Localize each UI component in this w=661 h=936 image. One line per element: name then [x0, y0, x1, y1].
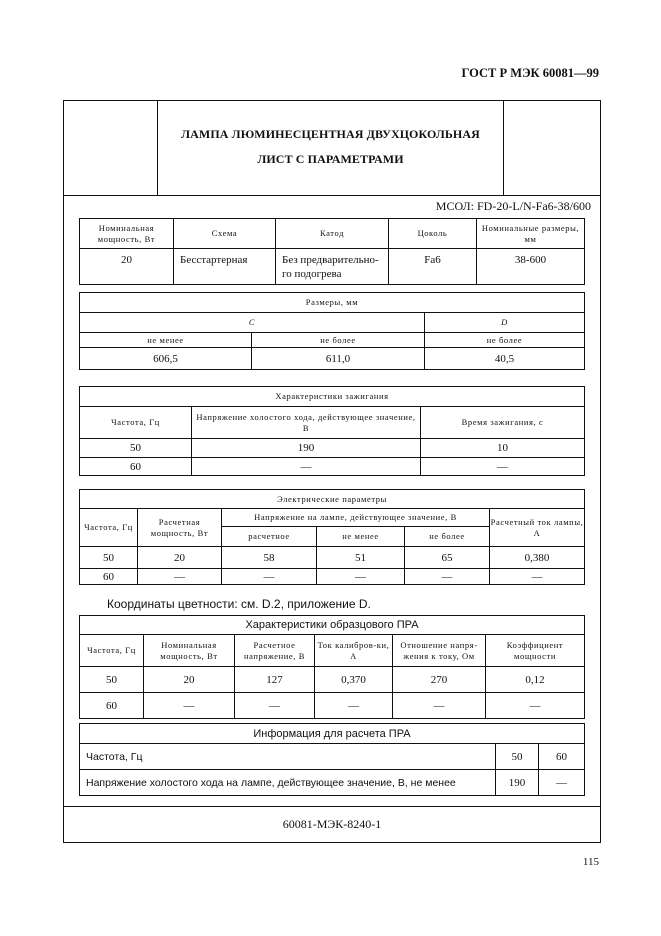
info-r2-v50: 190	[496, 770, 539, 796]
ballast-header-5: Коэффициент мощности	[486, 635, 585, 667]
el-header-voltage: Напряжение на лампе, действующее значение, В	[222, 509, 490, 527]
col-header-scheme: Схема	[174, 219, 276, 249]
info-r2-label: Напряжение холостого хода на лампе, действующее значение, В, не менее	[80, 770, 496, 796]
ballast-r1-c2: 127	[235, 667, 315, 693]
chromaticity-note: Координаты цветности: см. D.2, приложение D.	[107, 597, 371, 611]
ballast-r2-c2: —	[235, 693, 315, 719]
info-title: Информация для расчета ПРА	[80, 724, 585, 744]
dim-c-min: 606,5	[80, 348, 252, 370]
el-r2-c3: —	[317, 569, 405, 585]
cell-scheme: Бесстартерная	[174, 249, 276, 285]
col-header-cathode: Катод	[276, 219, 389, 249]
ign-header-time: Время зажигания, с	[421, 407, 585, 439]
el-sub-rated: расчетное	[222, 527, 317, 547]
title-right-rule	[503, 100, 504, 196]
ballast-r1-c3: 0,370	[315, 667, 393, 693]
ignition-title: Характеристики зажигания	[80, 387, 585, 407]
info-r1-v60: 60	[539, 744, 585, 770]
col-header-power: Номинальная мощность, Вт	[80, 219, 174, 249]
ballast-r2-c5: —	[486, 693, 585, 719]
reference-ballast-table	[79, 615, 585, 719]
ballast-header-3: Ток калибров-ки, А	[315, 635, 393, 667]
el-r2-c2: —	[222, 569, 317, 585]
page-number: 115	[582, 856, 599, 868]
standard-header: ГОСТ Р МЭК 60081—99	[461, 66, 599, 80]
info-r1-v50: 50	[496, 744, 539, 770]
cell-power: 20	[80, 249, 174, 285]
info-r2-v60: —	[539, 770, 585, 796]
electrical-title: Электрические параметры	[80, 490, 585, 509]
el-r2-c1: —	[138, 569, 222, 585]
ballast-title: Характеристики образцового ПРА	[80, 616, 585, 635]
title-left-rule	[157, 100, 158, 196]
el-r2-c0: 60	[80, 569, 138, 585]
cell-cathode: Без предварительно-го подогрева	[276, 249, 389, 285]
el-r1-c2: 58	[222, 547, 317, 569]
ign-header-voltage: Напряжение холостого хода, действующее значение, В	[192, 407, 421, 439]
ballast-design-info-table	[79, 723, 585, 796]
ballast-r1-c0: 50	[80, 667, 144, 693]
sheet-subtitle: ЛИСТ С ПАРАМЕТРАМИ	[257, 152, 404, 166]
lamp-summary-table	[79, 218, 585, 285]
ballast-header-4: Отношение напря-жения к току, Ом	[393, 635, 486, 667]
col-header-base: Цоколь	[389, 219, 477, 249]
el-sub-max: не более	[405, 527, 490, 547]
cell-base: Fa6	[389, 249, 477, 285]
el-r1-c4: 65	[405, 547, 490, 569]
el-r1-c5: 0,380	[490, 547, 585, 569]
footer-top-rule	[63, 806, 601, 807]
ign-r1-freq: 50	[80, 439, 192, 458]
ballast-header-2: Расчетное напряжение, В	[235, 635, 315, 667]
dim-c-max: 611,0	[252, 348, 425, 370]
dim-c-header: C	[80, 313, 425, 333]
el-r1-c3: 51	[317, 547, 405, 569]
col-header-sizes: Номинальные размеры, мм	[477, 219, 585, 249]
ign-r1-voltage: 190	[192, 439, 421, 458]
el-header-power: Расчетная мощность, Вт	[138, 509, 222, 547]
dimensions-title: Размеры, мм	[80, 293, 585, 313]
el-header-freq: Частота, Гц	[80, 509, 138, 547]
ballast-header-0: Частота, Гц	[80, 635, 144, 667]
ign-r2-time: —	[421, 458, 585, 476]
el-r1-c0: 50	[80, 547, 138, 569]
ballast-r1-c1: 20	[144, 667, 235, 693]
lamp-code: МСОЛ: FD-20-L/N-Fa6-38/600	[435, 199, 591, 213]
ign-r1-time: 10	[421, 439, 585, 458]
ballast-r2-c1: —	[144, 693, 235, 719]
ballast-r2-c4: —	[393, 693, 486, 719]
ignition-table	[79, 386, 585, 476]
dim-sub-min: не менее	[80, 333, 252, 348]
ballast-r2-c3: —	[315, 693, 393, 719]
dim-sub-max: не более	[252, 333, 425, 348]
ign-header-freq: Частота, Гц	[80, 407, 192, 439]
dim-d-header: D	[425, 313, 585, 333]
info-r1-label: Частота, Гц	[80, 744, 496, 770]
el-r2-c4: —	[405, 569, 490, 585]
el-r1-c1: 20	[138, 547, 222, 569]
cell-sizes: 38-600	[477, 249, 585, 285]
el-sub-min: не менее	[317, 527, 405, 547]
ballast-r1-c4: 270	[393, 667, 486, 693]
dim-d-max: 40,5	[425, 348, 585, 370]
el-r2-c5: —	[490, 569, 585, 585]
ballast-header-1: Номинальная мощность, Вт	[144, 635, 235, 667]
dim-sub-max-d: не более	[425, 333, 585, 348]
sheet-title: ЛАМПА ЛЮМИНЕСЦЕНТНАЯ ДВУХЦОКОЛЬНАЯ	[181, 127, 480, 141]
el-header-current: Расчетный ток лампы, А	[490, 509, 585, 547]
ign-r2-freq: 60	[80, 458, 192, 476]
ballast-r2-c0: 60	[80, 693, 144, 719]
sheet-code: 60081-МЭК-8240-1	[282, 817, 382, 831]
ign-r2-voltage: —	[192, 458, 421, 476]
title-bottom-rule	[63, 195, 601, 196]
dimensions-table	[79, 292, 585, 370]
electrical-table	[79, 489, 585, 585]
ballast-r1-c5: 0,12	[486, 667, 585, 693]
